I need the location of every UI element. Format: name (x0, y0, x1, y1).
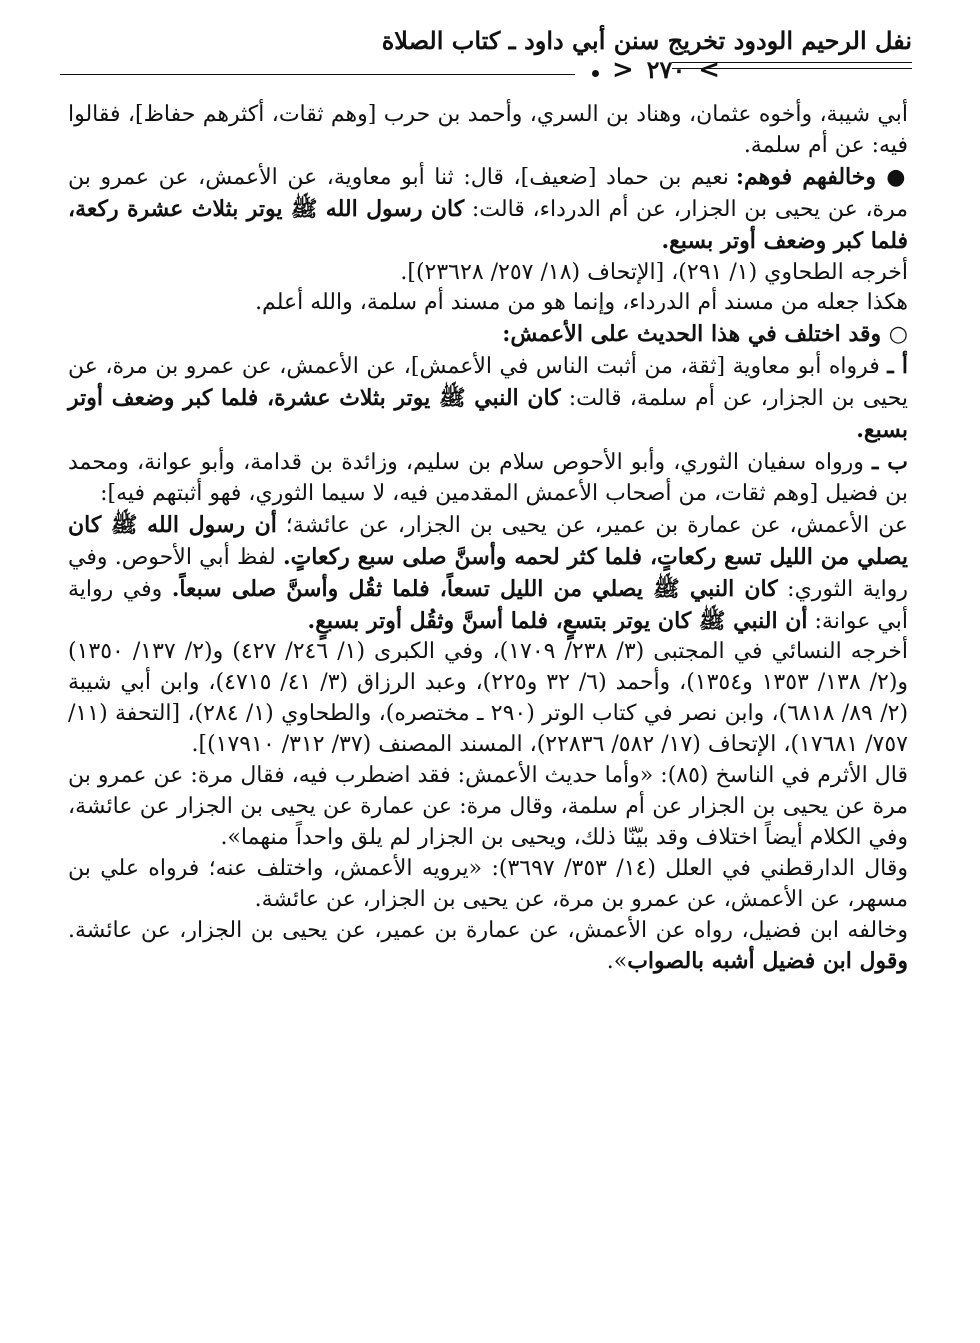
paragraph: أ ـ فرواه أبو معاوية [ثقة، من أثبت الناس في الأعمش]، عن الأعمش، عن عمرو بن مرة، عن يحيى بن الجزار، عن أم سلمة، قالت: كان النبي ﷺ يوتر بثلاث عشرة، فلما كبر وضعف أوتر بسبع. (68, 353, 909, 444)
paragraph: ب ـ ورواه سفيان الثوري، وأبو الأحوص سلام بن سليم، وزائدة بن قدامة، وأبو عوانة، ومحمد بن فضيل [وهم ثقات، من أصحاب الأعمش المقدمين فيه، لا سيما الثوري، فهو أثبتهم فيه]: (68, 448, 909, 506)
paragraph: قال الأثرم في الناسخ (٨٥): «وأما حديث الأعمش: فقد اضطرب فيه، فقال مرة: عن عمرو بن مرة عن يحيى بن الجزار عن أم سلمة، وقال مرة: عن عمارة عن يحيى بن الجزار عن عائشة، وفي الكلام أيضاً اختلاف وقد بيّنّا ذلك، ويحيى بن الجزار لم يلق واحداً منهما». (68, 763, 908, 850)
paragraph: أبي شيبة، وأخوه عثمان، وهناد بن السري، وأحمد بن حرب [وهم ثقات، أكثرهم حفاظ]، فقالوا فيه: عن أم سلمة. (68, 102, 909, 158)
paragraph: وقال الدارقطني في العلل (١٤/ ٣٥٣/ ٣٦٩٧): «يرويه الأعمش، واختلف عنه؛ فرواه علي بن مسهر، عن الأعمش، عن عمرو بن مرة، عن يحيى بن الجزار، عن عائشة. (68, 855, 909, 912)
paragraph: وخالفه ابن فضيل، رواه عن الأعمش، عن عمارة بن عمير، عن يحيى بن الجزار، عن عائشة. وقول ابن فضيل أشبه بالصواب». (68, 917, 908, 975)
bracket-left: < (612, 55, 634, 85)
paragraph: أخرجه الطحاوي (١/ ٢٩١)، [الإتحاف (١٨/ ٢٥٧/ ٢٣٦٢٨)]. (400, 259, 908, 285)
page-body (68, 100, 908, 978)
bracket-right: > (698, 55, 720, 85)
page-number-badge (612, 55, 720, 85)
ornament-dot (592, 70, 599, 77)
page-number: ٢٧٠ (646, 55, 686, 84)
running-header-title: نفل الرحيم الودود تخريج سنن أبي داود ـ كتاب الصلاة (381, 26, 912, 55)
paragraph: ● وخالفهم فوهم: نعيم بن حماد [ضعيف]، قال: ثنا أبو معاوية، عن الأعمش، عن عمرو بن مرة، عن يحيى بن الجزار، عن أم الدرداء، قالت: كان رسول الله ﷺ يوتر بثلاث عشرة ركعة، فلما كبر وضعف أوتر بسبع. (68, 163, 908, 254)
paragraph: أخرجه النسائي في المجتبى (٣/ ٢٣٨/ ١٧٠٩)، وفي الكبرى (١/ ٢٤٦/ ٤٢٧) و(٢/ ١٣٧/ ١٣٥٠) و(٢/ ١٣٨/ ١٣٥٣ و١٣٥٤)، وأحمد (٦/ ٣٢ و٢٢٥)، وعبد الرزاق (٣/ ٤١/ ٤٧١٥)، وابن أبي شيبة (٢/ ٨٩/ ٦٨١٨)، وابن نصر في كتاب الوتر (٢٩٠ ـ مختصره)، والطحاوي (١/ ٢٨٤)، [التحفة (١١/ ٧٥٧/ ١٧٦٨١)، الإتحاف (١٧/ ٥٨٢/ ٢٢٨٣٦)، المسند المصنف (٣٧/ ٣١٢/ ١٧٩١٠)]. (68, 639, 909, 758)
paragraph: هكذا جعله من مسند أم الدرداء، وإنما هو من مسند أم سلمة، والله أعلم. (255, 290, 908, 316)
section-heading: ○ وقد اختلف في هذا الحديث على الأعمش: (502, 321, 908, 348)
paragraph: عن الأعمش، عن عمارة بن عمير، عن يحيى بن الجزار، عن عائشة؛ أن رسول الله ﷺ كان يصلي من الليل تسع ركعاتٍ، فلما كثر لحمه وأسنَّ صلى سبع ركعاتٍ. لفظ أبي الأحوص. وفي رواية الثوري: كان النبي ﷺ يصلي من الليل تسعاً، فلما ثقُل وأسنَّ صلى سبعاً. وفي رواية أبي عوانة: أن النبي ﷺ كان يوتر بتسعٍ، فلما أسنَّ وثقُل أوتر بسبعٍ. (68, 511, 909, 634)
header-rule-left (60, 74, 575, 75)
